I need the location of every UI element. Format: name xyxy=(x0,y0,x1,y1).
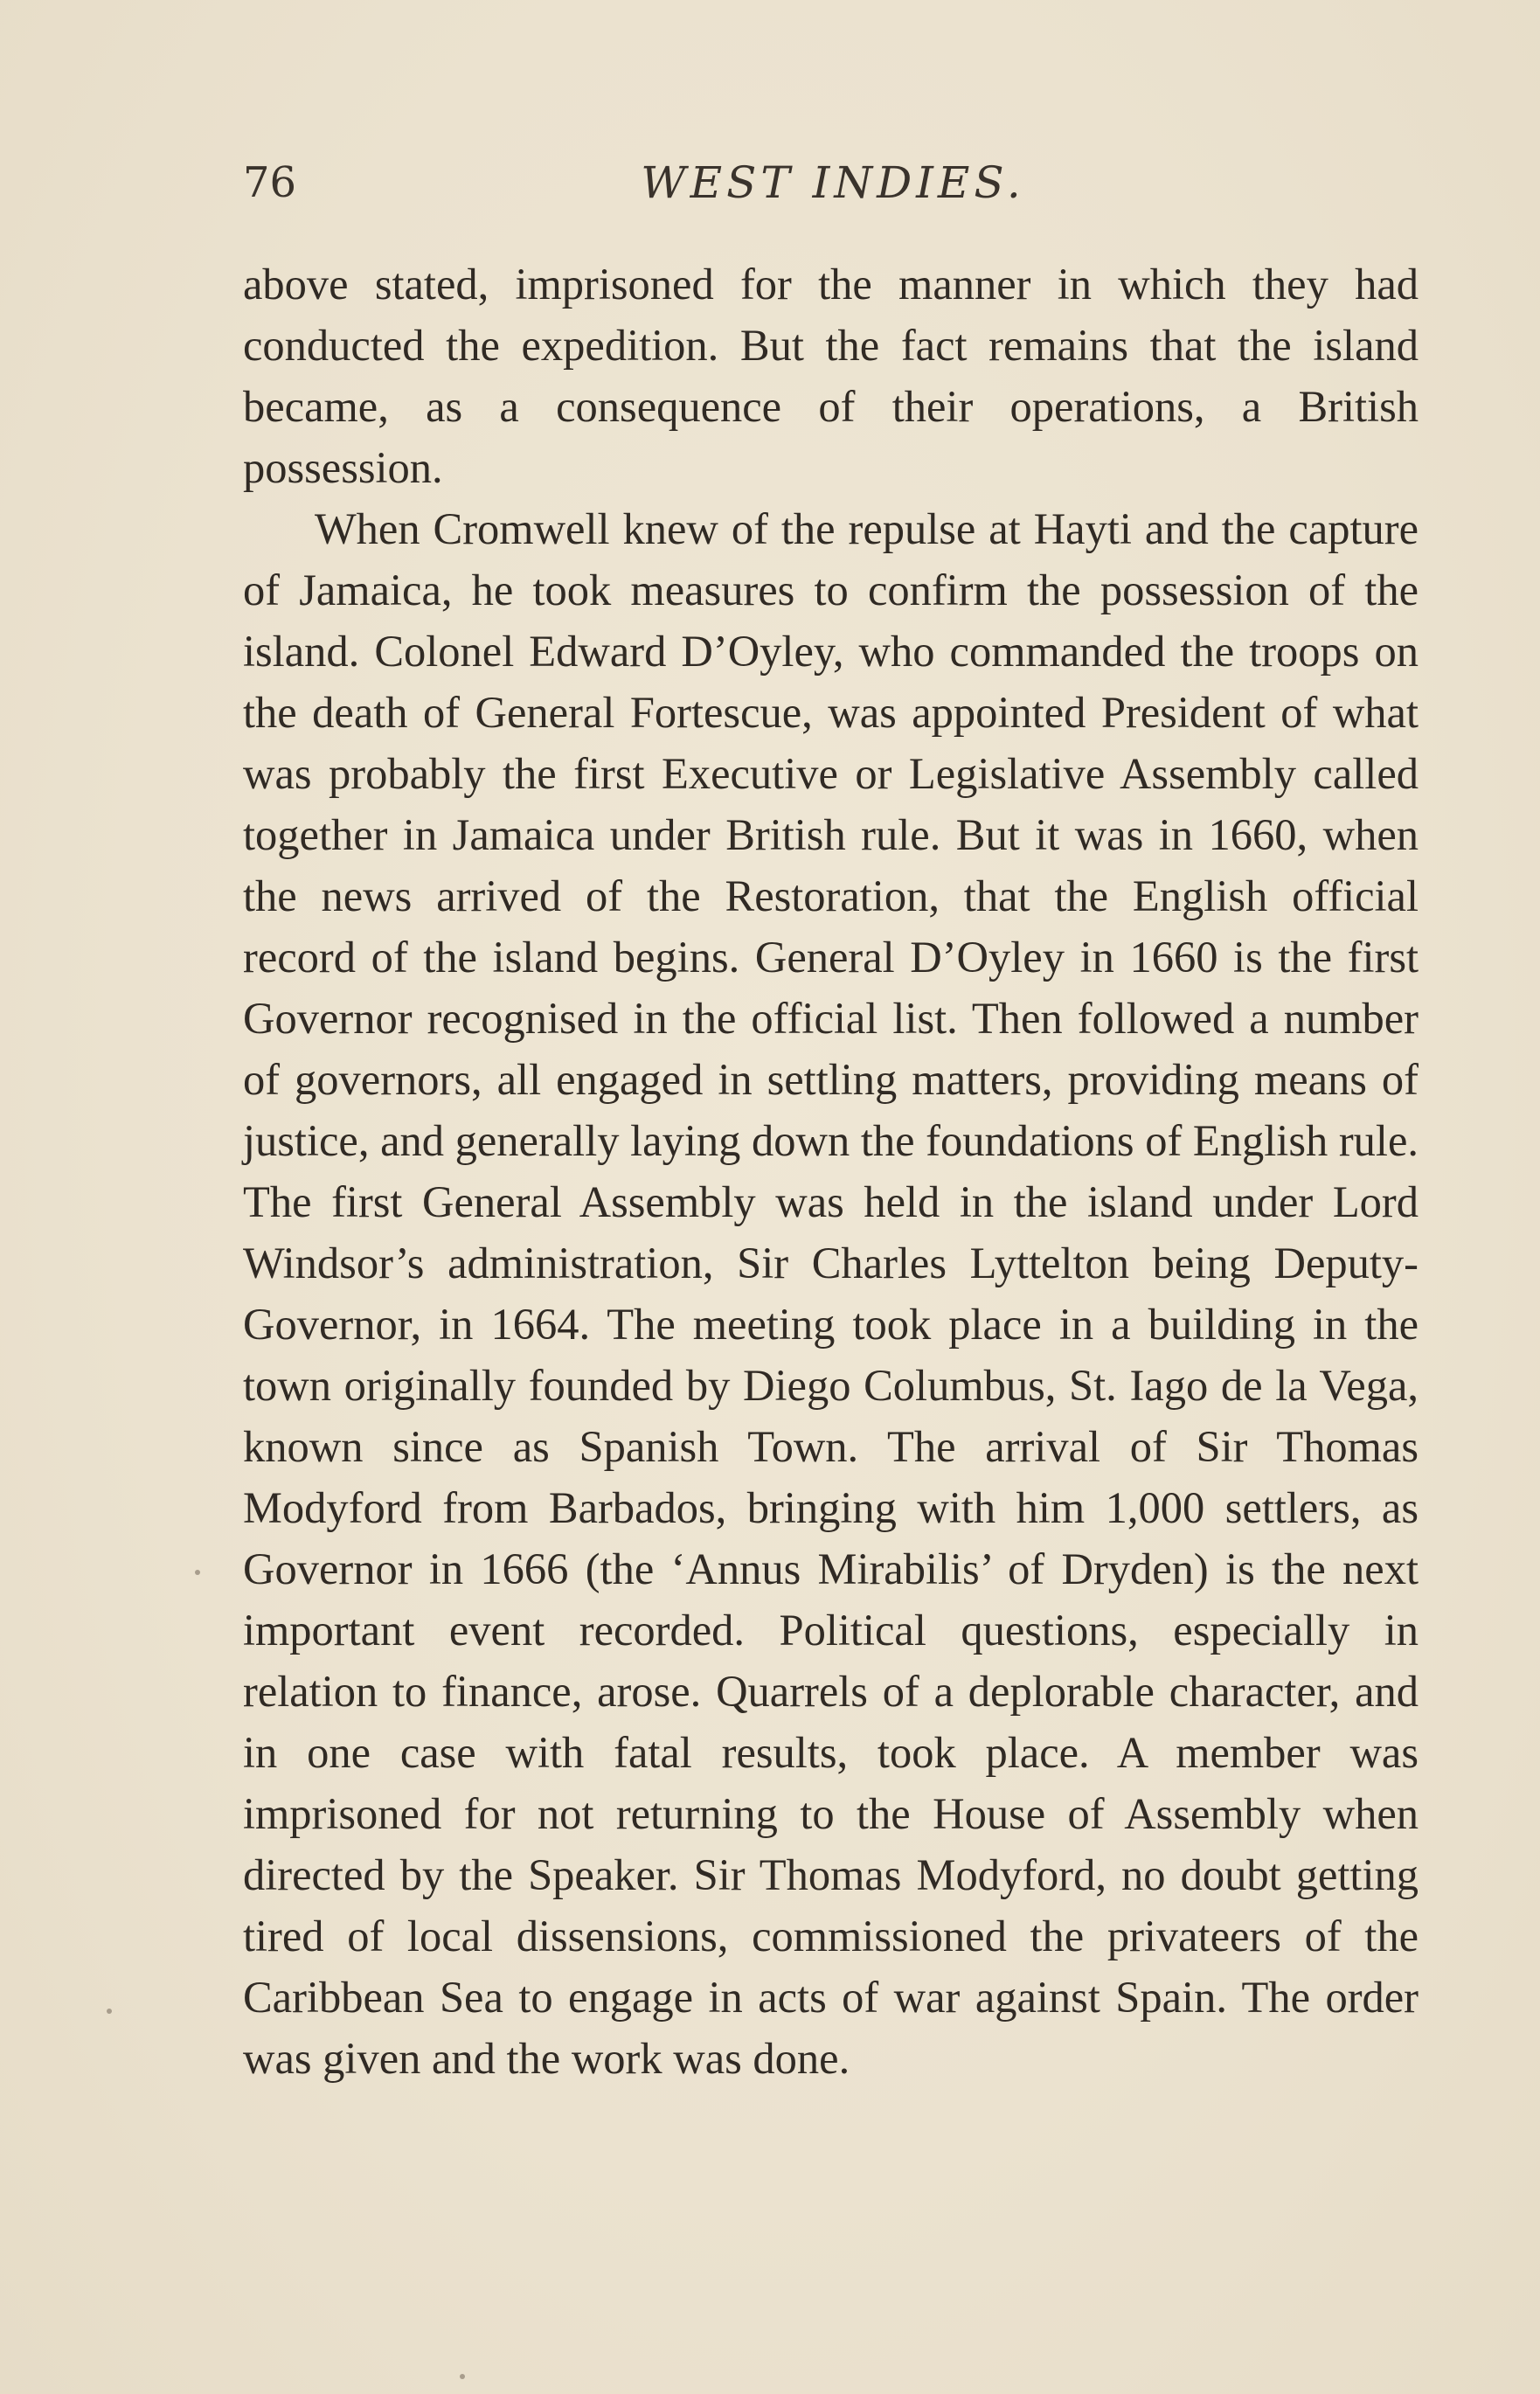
paragraph: above stated, imprisoned for the manner in which they had conducted the expedition. But the fact remains that the island became, as a consequence of their operations, a British possession. xyxy=(243,260,1419,492)
running-head: WEST INDIES. xyxy=(641,157,1025,208)
body-text xyxy=(243,253,1419,2089)
page-header xyxy=(243,152,1423,222)
paper-speck xyxy=(195,1570,200,1575)
paragraph: When Cromwell knew of the repulse at Hayti and the capture of Jamaica, he took measures to confirm the possession of the island. Colonel Edward D’Oyley, who commanded the troops on the death of General Fortescue, was appointed President of what was probably the first Executive or Legislative Assembly called together in Jamaica under British rule. But it was in 1660, when the news arrived of the Restoration, that the English official record of the island begins. General D’Oyley in 1660 is the first Governor recognised in the official list. Then followed a number of governors, all engaged in settling matters, providing means of justice, and generally laying down the foundations of English rule. The first General Assembly was held in the island under Lord Windsor’s administration, Sir Charles Lyttelton being Deputy-Governor, in 1664. The meeting took place in a building in the town originally founded by Diego Columbus, St. Iago de la Vega, known since as Spanish Town. The arrival of Sir Thomas Modyford from Barbados, bringing with him 1,000 settlers, as Governor in 1666 (the ‘Annus Mirabilis’ of Dryden) is the next important event recorded. Political questions, especially in relation to finance, arose. Quarrels of a deplorable character, and in one case with fatal results, took place. A member was imprisoned for not returning to the House of Assembly when directed by the Speaker. Sir Thomas Modyford, no doubt getting tired of local dissensions, commissioned the privateers of the Caribbean Sea to engage in acts of war against Spain. The order was given and the work was done. xyxy=(243,504,1419,2083)
paper-speck xyxy=(460,2374,465,2379)
page-number: 76 xyxy=(243,158,297,207)
paper-speck xyxy=(107,2009,112,2014)
